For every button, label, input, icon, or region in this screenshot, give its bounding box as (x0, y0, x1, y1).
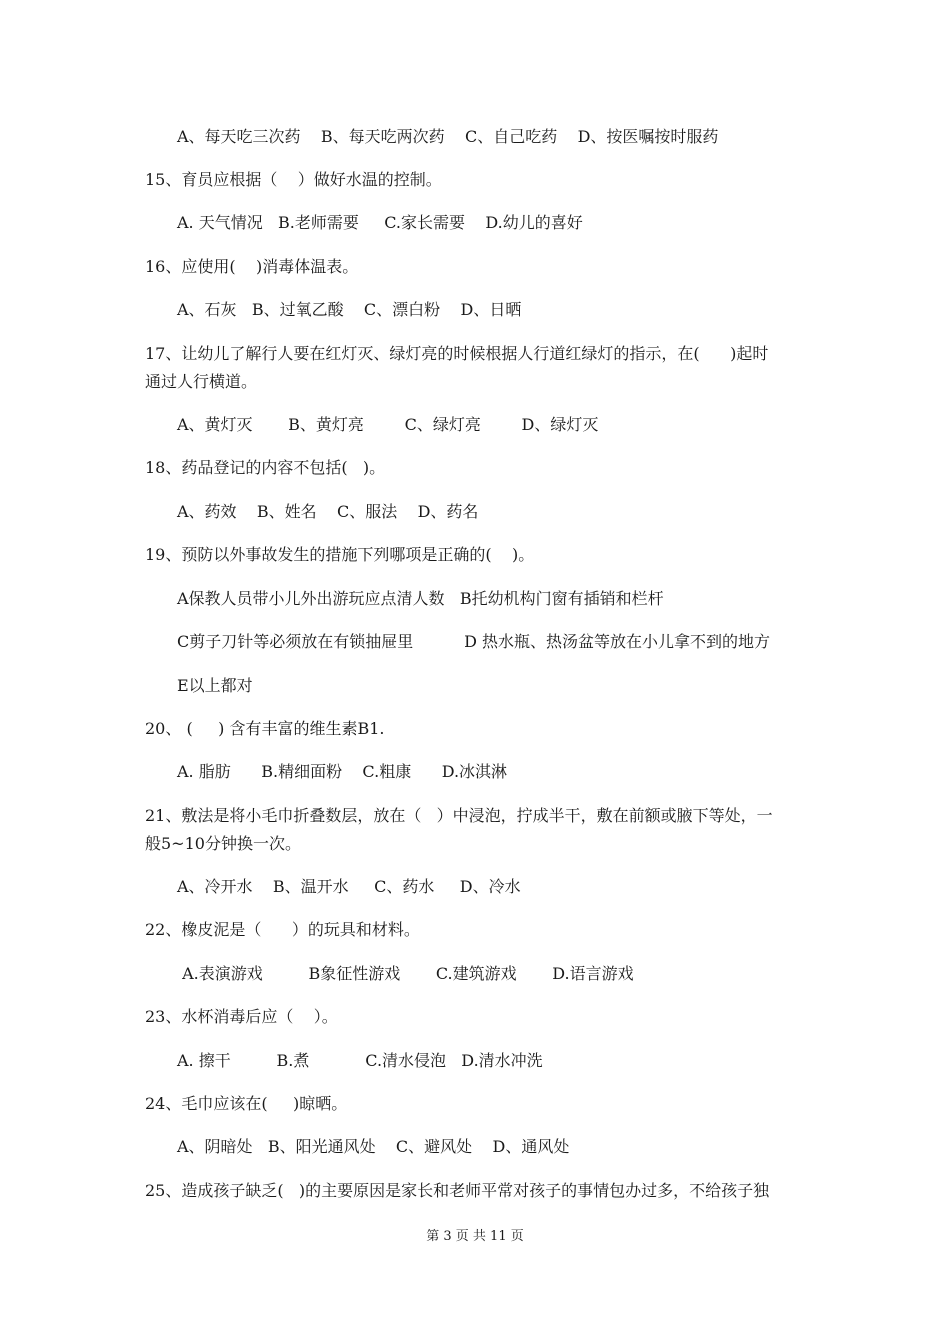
q24-question: 24、毛巾应该在( )晾晒。 (145, 1094, 348, 1113)
q18-options: A、药效 B、姓名 C、服法 D、药名 (177, 502, 479, 521)
q20-options: A. 脂肪 B.精细面粉 C.粗康 D.冰淇淋 (177, 762, 508, 781)
q22-question: 22、橡皮泥是（ ）的玩具和材料。 (145, 920, 420, 939)
q17-question-line2: 通过人行横道。 (145, 372, 258, 391)
q17-options: A、黄灯灭 B、黄灯亮 C、绿灯亮 D、绿灯灭 (177, 415, 599, 434)
q24-options: A、阴暗处 B、阳光通风处 C、避风处 D、通风处 (177, 1137, 570, 1156)
q16-question: 16、应使用( )消毒体温表。 (145, 257, 359, 276)
q19-option-cd: C剪子刀针等必须放在有锁抽屉里 D 热水瓶、热汤盆等放在小儿拿不到的地方 (177, 632, 771, 651)
q23-options: A. 擦干 B.煮 C.清水侵泡 D.清水冲洗 (177, 1051, 543, 1070)
q21-question-line2: 般5~10分钟换一次。 (145, 834, 301, 853)
q23-question: 23、水杯消毒后应（ ）。 (145, 1007, 338, 1026)
q19-question: 19、预防以外事故发生的措施下列哪项是正确的( )。 (145, 545, 535, 564)
q18-question: 18、药品登记的内容不包括( )。 (145, 458, 386, 477)
q15-options: A. 天气情况 B.老师需要 C.家长需要 D.幼儿的喜好 (177, 213, 583, 232)
page-footer: 第 3 页 共 11 页 (426, 1229, 524, 1244)
q20-question: 20、 ( ) 含有丰富的维生素B1. (145, 719, 385, 738)
q15-question: 15、育员应根据（ ）做好水温的控制。 (145, 170, 442, 189)
q19-option-ab: A保教人员带小儿外出游玩应点清人数 B托幼机构门窗有插销和栏杆 (177, 589, 664, 608)
q21-question-line1: 21、敷法是将小毛巾折叠数层，放在（ ）中浸泡，拧成半干，敷在前额或腋下等处，一 (145, 806, 773, 825)
q16-options: A、石灰 B、过氧乙酸 C、漂白粉 D、日晒 (177, 300, 522, 319)
q14-options: A、每天吃三次药 B、每天吃两次药 C、自己吃药 D、按医嘱按时服药 (177, 127, 719, 146)
q17-question-line1: 17、让幼儿了解行人要在红灯灭、绿灯亮的时候根据人行道红绿灯的指示，在( )起时 (145, 344, 769, 363)
q21-options: A、冷开水 B、温开水 C、药水 D、冷水 (177, 877, 521, 896)
q25-question: 25、造成孩子缺乏( )的主要原因是家长和老师平常对孩子的事情包办过多，不给孩子独 (145, 1181, 770, 1200)
q19-option-e: E以上都对 (177, 676, 253, 695)
q22-options: A.表演游戏 B象征性游戏 C.建筑游戏 D.语言游戏 (177, 964, 634, 983)
